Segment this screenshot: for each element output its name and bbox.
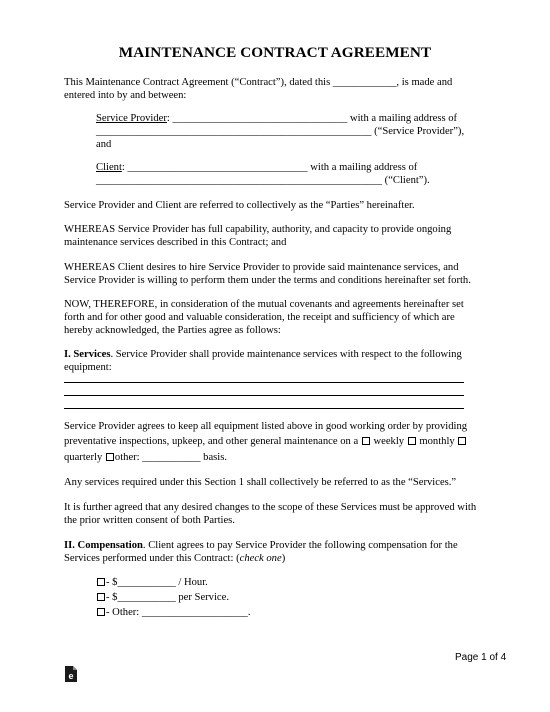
compensation-heading: II. Compensation [64, 540, 143, 551]
upkeep-line-3 [64, 451, 227, 464]
per-service-label: - $___________ per Service. [106, 592, 229, 603]
whereas-2-line-2: Service Provider is willing to perform them under the terms and conditions hereinafter set forth. [64, 275, 471, 286]
client-field: : __________________________________ with a mailing address of [121, 162, 418, 173]
eforms-logo-icon [64, 666, 78, 682]
upkeep-line-2 [64, 435, 467, 448]
document-title: MAINTENANCE CONTRACT AGREEMENT [118, 44, 432, 61]
quarterly-label: quarterly [64, 452, 103, 463]
changes-line-1: It is further agreed that any desired changes to the scope of these Services must be approved with [64, 502, 477, 513]
compensation-option-service [96, 591, 229, 604]
check-one-note: check one [239, 553, 282, 564]
service-provider-line-3: and [96, 139, 112, 150]
services-line-2: equipment: [64, 362, 112, 373]
client-label: Client [96, 162, 122, 173]
intro-line-1: This Maintenance Contract Agreement (“Contract”), dated this ____________, is made and [64, 77, 453, 88]
other-basis-label: other: ___________ basis. [114, 452, 228, 463]
hourly-label: - $___________ / Hour. [106, 577, 208, 588]
upkeep-text: preventative inspections, upkeep, and other general maintenance on a [64, 436, 359, 447]
monthly-checkbox[interactable] [408, 437, 416, 445]
quarterly-checkbox[interactable] [106, 453, 114, 461]
other-frequency-checkbox-top[interactable] [458, 437, 466, 445]
intro-line-2: entered into by and between: [64, 90, 187, 101]
parties-paragraph: Service Provider and Client are referred to collectively as the “Parties” hereinafter. [64, 200, 415, 211]
service-provider-line-2: ____________________________________________________ (“Service Provider”), [96, 126, 465, 137]
svg-text:e: e [68, 671, 74, 681]
now-therefore-line-2: forth and for other good and valuable consideration, the receipt and sufficiency of which are [64, 312, 455, 323]
service-provider-field: : _________________________________ with a mailing address of [166, 113, 458, 124]
monthly-label: monthly [419, 436, 455, 447]
now-therefore-line-3: hereby acknowledged, the Parties agree as follows: [64, 325, 281, 336]
page-number: Page 1 of 4 [455, 652, 507, 663]
other-compensation-checkbox[interactable] [97, 608, 105, 616]
weekly-checkbox[interactable] [362, 437, 370, 445]
now-therefore-line-1: NOW, THEREFORE, in consideration of the mutual covenants and agreements hereinafter set [64, 299, 464, 310]
equipment-blank-line-3[interactable] [64, 408, 464, 409]
client-line-2: ______________________________________________________ (“Client”). [96, 175, 430, 186]
upkeep-line-1: Service Provider agrees to keep all equipment listed above in good working order by providing [64, 421, 468, 432]
other-compensation-label: - Other: ____________________. [106, 607, 251, 618]
equipment-blank-line-2[interactable] [64, 395, 464, 396]
per-service-checkbox[interactable] [97, 593, 105, 601]
compensation-intro: . Client agrees to pay Service Provider the following compensation for the [142, 540, 458, 551]
compensation-option-hour [96, 576, 208, 589]
service-provider-label: Service Provider [96, 113, 167, 124]
services-heading: I. Services [64, 349, 111, 360]
changes-line-2: the prior written consent of both Parties. [64, 515, 235, 526]
services-line-1 [64, 348, 462, 361]
compensation-paren: ) [281, 553, 286, 564]
hourly-checkbox[interactable] [97, 578, 105, 586]
services-collective-paragraph: Any services required under this Section 1 shall collectively be referred to as the “Services.” [64, 477, 457, 488]
service-provider-line-1 [96, 112, 457, 125]
weekly-label: weekly [373, 436, 405, 447]
compensation-text: Services performed under this Contract: ( [64, 553, 240, 564]
client-line-1 [96, 161, 417, 174]
compensation-line-1 [64, 539, 458, 552]
equipment-blank-line-1[interactable] [64, 382, 464, 383]
whereas-1-line-2: maintenance services described in this Contract; and [64, 237, 287, 248]
whereas-2-line-1: WHEREAS Client desires to hire Service Provider to provide said maintenance services, and [64, 262, 459, 273]
compensation-line-2 [64, 552, 285, 565]
whereas-1-line-1: WHEREAS Service Provider has full capability, authority, and capacity to provide ongoing [64, 224, 452, 235]
compensation-option-other [96, 606, 250, 619]
services-intro: . Service Provider shall provide maintenance services with respect to the following [110, 349, 462, 360]
